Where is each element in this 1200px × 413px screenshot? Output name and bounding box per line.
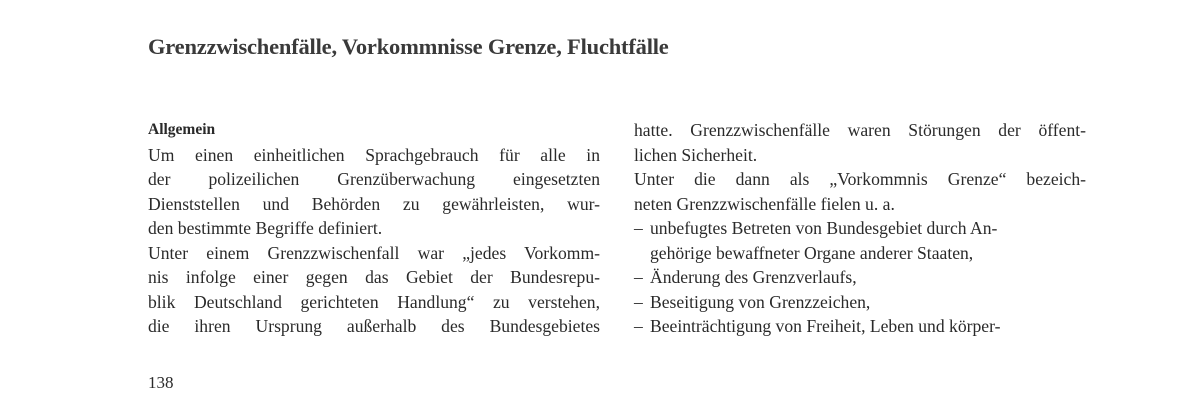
right-column xyxy=(634,118,1086,339)
list-item-continuation: gehörige bewaffneter Organe anderer Staaten, xyxy=(650,242,974,263)
list-dash: – xyxy=(634,218,643,238)
section-heading: Allgemein xyxy=(148,121,216,138)
page-number: 138 xyxy=(148,373,174,392)
paragraph-line: blik Deutschland gerichteten Handlung“ zu verstehen, xyxy=(148,291,600,312)
paragraph-line: Unter die dann als „Vorkommnis Grenze“ bezeich- xyxy=(634,169,1086,189)
list-item-text: Änderung des Grenzverlaufs, xyxy=(650,267,857,287)
paragraph-line: die ihren Ursprung außerhalb des Bundesgebietes xyxy=(148,316,600,336)
paragraph-line: Dienststellen und Behörden zu gewährleisten, wur- xyxy=(148,193,600,214)
paragraph-line: nis infolge einer gegen das Gebiet der Bundesrepu- xyxy=(148,267,600,287)
list-item-line xyxy=(634,290,1086,315)
paragraph-line: den bestimmte Begriffe definiert. xyxy=(148,218,383,238)
list-item-text: Beeinträchtigung von Freiheit, Leben und körper- xyxy=(650,316,1001,336)
list-item xyxy=(634,265,1086,290)
list-dash: – xyxy=(634,267,643,287)
paragraph-line: Um einen einheitlichen Sprachgebrauch für alle in xyxy=(148,144,600,165)
paragraph-line: Unter einem Grenzzwischenfall war „jedes Vorkomm- xyxy=(148,242,600,263)
paragraph-line: lichen Sicherheit. xyxy=(634,144,758,165)
paragraph-line: neten Grenzzwischenfälle fielen u. a. xyxy=(634,193,895,214)
list-item-line xyxy=(634,314,1086,339)
list-item xyxy=(634,216,1086,265)
list-item-text: unbefugtes Betreten von Bundesgebiet durch An- xyxy=(650,218,998,238)
paragraph-line: der polizeilichen Grenzüberwachung eingesetzten xyxy=(148,169,600,189)
list-item xyxy=(634,314,1086,339)
list-dash: – xyxy=(634,316,643,336)
list-item xyxy=(634,290,1086,315)
list-item-line xyxy=(634,265,1086,290)
list-item-text: Beseitigung von Grenzzeichen, xyxy=(650,291,871,312)
left-column xyxy=(148,118,600,339)
list-dash: – xyxy=(634,291,643,312)
page-title: Grenzzwischenfälle, Vorkommnisse Grenze, Fluchtfälle xyxy=(148,34,669,59)
paragraph-line: hatte. Grenzzwischenfälle waren Störungen der öffent- xyxy=(634,120,1086,140)
list-item-line xyxy=(634,216,1086,241)
